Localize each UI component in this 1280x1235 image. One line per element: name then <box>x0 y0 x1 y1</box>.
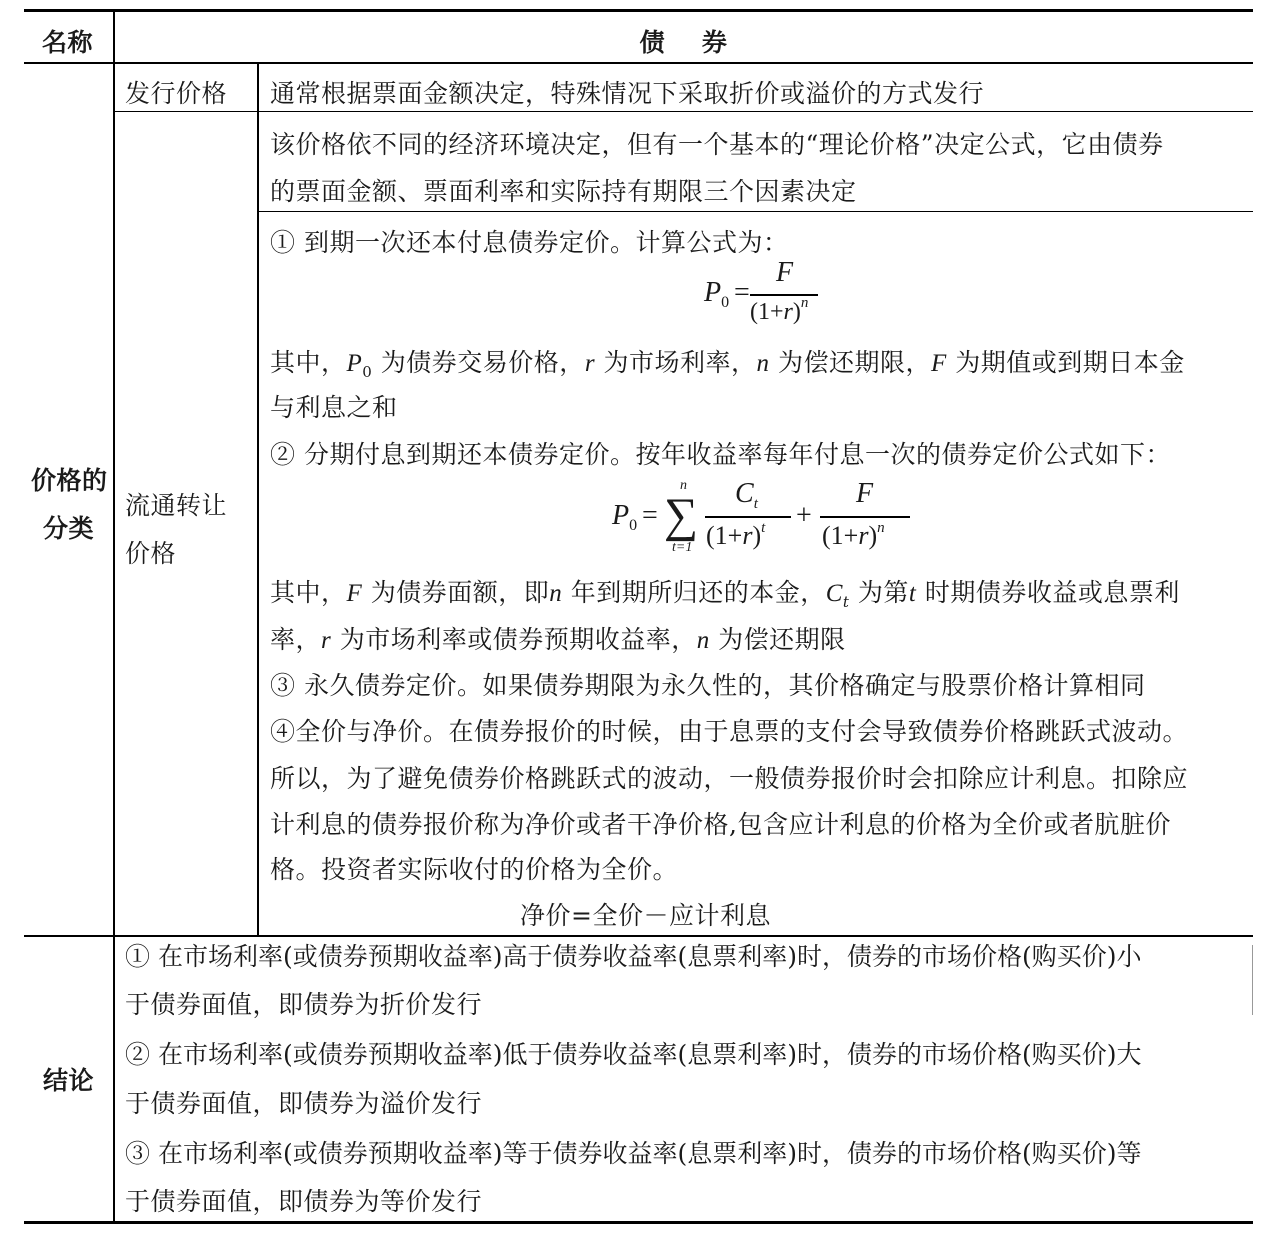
conclusion-2-line1: ② 在市场利率(或债券预期收益率)低于债券收益率(息票利率)时，债券的市场价格(购买价)大 <box>125 1040 1142 1069</box>
item4-line3: 计利息的债券报价称为净价或者干净价格,包含应计利息的价格为全价或者肮脏价 <box>270 810 1171 839</box>
issue-row-bottom-border <box>114 111 1253 112</box>
item1-desc-line1: 其中，$P_0$ 为债券交易价格，r 为市场利率，n 为偿还期限，F 为期值或到期日本金 <box>270 348 1185 381</box>
conclusion-1-line1: ① 在市场利率(或债券预期收益率)高于债券收益率(息票利率)时，债券的市场价格(购买价)小 <box>125 942 1142 971</box>
item3: ③ 永久债券定价。如果债券期限为永久性的，其价格确定与股票价格计算相同 <box>270 671 1146 700</box>
item4-formula: 净价=全价－应计利息 <box>520 901 771 930</box>
header-bond: 债 券 <box>639 28 728 57</box>
item1-title: ① 到期一次还本付息债券定价。计算公式为： <box>270 228 789 257</box>
header-name: 名称 <box>42 28 94 57</box>
header-bottom-border <box>24 62 1253 64</box>
col2-divider <box>257 63 259 936</box>
category-price-line2: 分类 <box>43 514 95 543</box>
category-price-line1: 价格的 <box>31 466 108 495</box>
intro-bottom-border <box>258 211 1253 212</box>
issue-price-label: 发行价格 <box>125 79 228 108</box>
conclusion-label: 结论 <box>43 1066 95 1095</box>
trade-intro-line1: 该价格依不同的经济环境决定，但有一个基本的“理论价格”决定公式，它由债券 <box>270 130 1164 159</box>
trade-price-label-line2: 价格 <box>125 539 177 568</box>
conclusion-1-line2: 于债券面值，即债券为折价发行 <box>125 990 483 1019</box>
item4-line2: 所以，为了避免债券价格跳跃式的波动，一般债券报价时会扣除应计利息。扣除应 <box>270 764 1189 793</box>
trade-intro-line2: 的票面金额、票面利率和实际持有期限三个因素决定 <box>270 177 857 206</box>
item1-desc-line2: 与利息之和 <box>270 393 398 422</box>
item2-desc-line2: 率，r 为市场利率或债券预期收益率，n 为偿还期限 <box>270 625 846 654</box>
conclusion-2-line2: 于债券面值，即债券为溢价发行 <box>125 1089 483 1118</box>
conclusion-3-line1: ③ 在市场利率(或债券预期收益率)等于债券收益率(息票利率)时，债券的市场价格(购买价)等 <box>125 1139 1142 1168</box>
item2-title: ② 分期付息到期还本债券定价。按年收益率每年付息一次的债券定价公式如下： <box>270 440 1171 469</box>
col1-divider <box>113 10 115 1223</box>
issue-price-text: 通常根据票面金额决定，特殊情况下采取折价或溢价的方式发行 <box>270 79 985 108</box>
trade-price-label-line1: 流通转让 <box>125 491 228 520</box>
conclusion-3-line2: 于债券面值，即债券为等价发行 <box>125 1187 483 1216</box>
price-section-bottom-border <box>24 935 1253 937</box>
item2-desc-line1: 其中，F 为债券面额，即n 年到期所归还的本金，$C_t$ 为第t 时期债券收益或息票利 <box>270 578 1180 611</box>
table-top-border <box>24 9 1253 12</box>
item4-line1: ④全价与净价。在债券报价的时候，由于息票的支付会导致债券价格跳跃式波动。 <box>270 717 1189 746</box>
right-border-fragment <box>1252 945 1253 1015</box>
item4-line4: 格。投资者实际收付的价格为全价。 <box>270 855 679 884</box>
table-bottom-border <box>24 1221 1253 1224</box>
